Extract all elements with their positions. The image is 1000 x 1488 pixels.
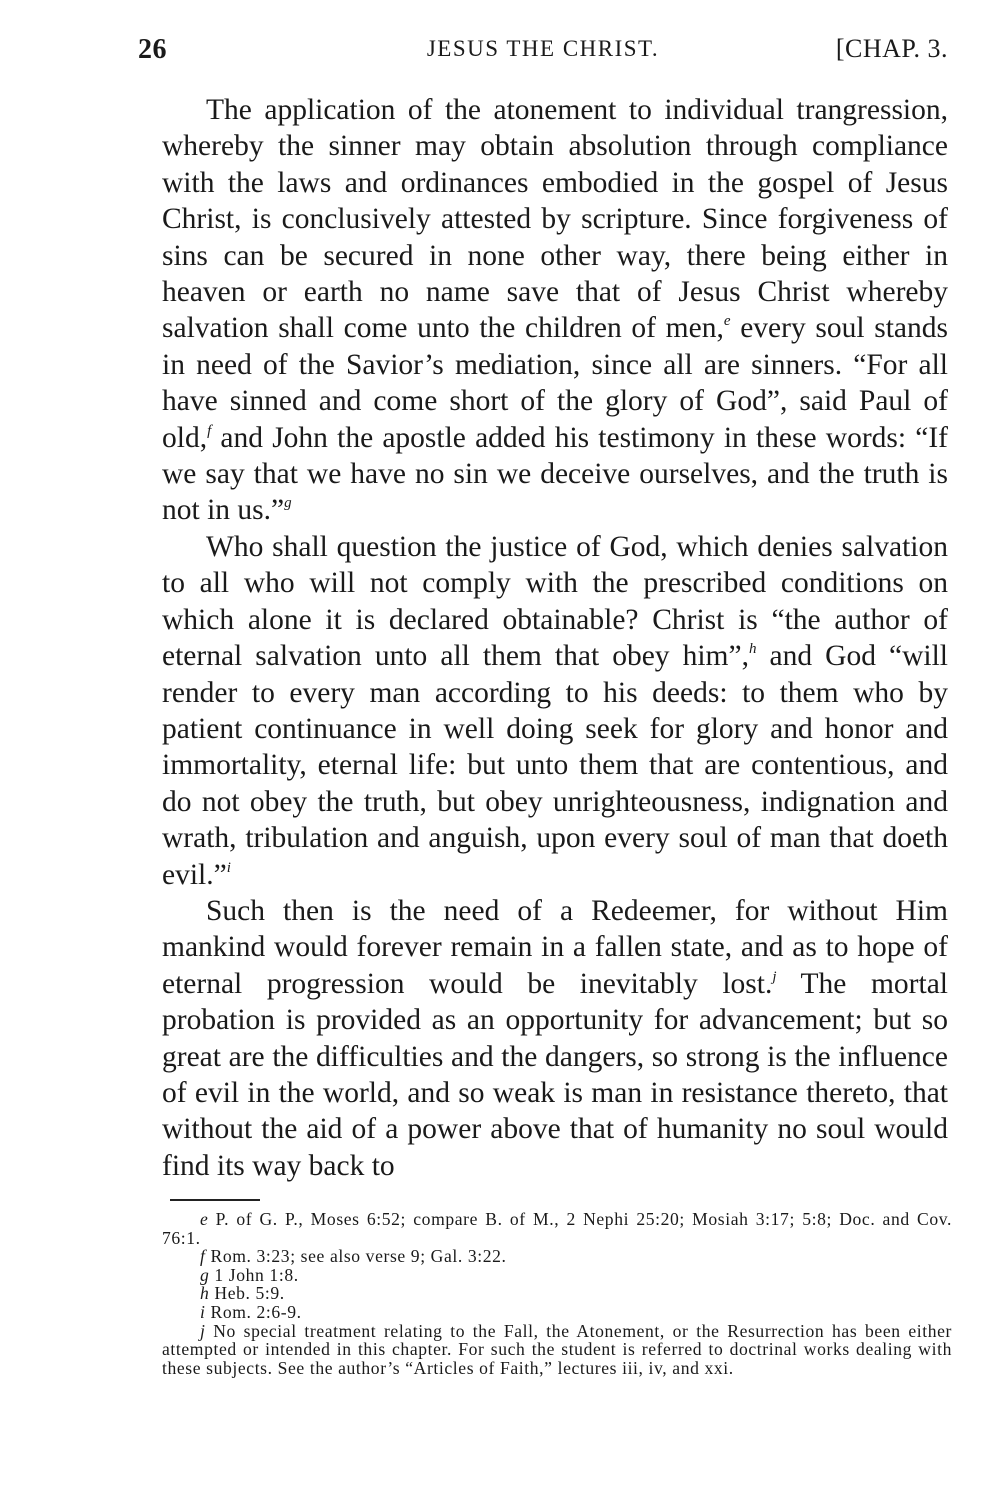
paragraph-2 bbox=[162, 529, 948, 893]
footnotes bbox=[162, 1210, 952, 1377]
footnote-text: P. of G. P., Moses 6:52; compare B. of M., 2 Nephi 25:20; Mosiah 3:17; 5:8; Doc. and Cov. 76:1. bbox=[162, 1209, 952, 1248]
footnote-marker: h bbox=[200, 1283, 210, 1304]
paragraph-text: Such then is the need of a Redeemer, for without Him mankind would forever remain in a fallen state, and as to hope of eternal progression would be inevitably lost. bbox=[162, 894, 948, 1000]
footnote-text: Rom. 3:23; see also verse 9; Gal. 3:22. bbox=[205, 1246, 507, 1267]
footnote-i bbox=[162, 1303, 952, 1322]
footnote-g bbox=[162, 1266, 952, 1285]
footnote-marker: f bbox=[200, 1246, 206, 1267]
footnote-ref-j: j bbox=[772, 968, 777, 985]
paragraph-text: and God “will render to every man according to his deeds: to them who by patient continuance in well doing seek for glory and honor and immortality, eternal life: but unto them that are contentious, and do not obey the truth, but obey unrighteousness, indignation and wrath, tribulation and anguish, upon every soul of man that doeth evil.” bbox=[162, 640, 949, 891]
paragraph-text: The application of the atonement to individual trangression, whereby the sinner may obtain absolution through compliance with the laws and ordinances embodied in the gospel of Jesus Christ, is conclusively attested by scripture. Since forgiveness of sins can be secured in none other way, there being either in heaven or earth no name save that of Jesus Christ whereby salvation shall come unto the children of men, bbox=[162, 94, 948, 345]
footnote-marker: e bbox=[200, 1209, 209, 1229]
chapter-label: [CHAP. 3. bbox=[835, 34, 948, 63]
footnote-ref-e: e bbox=[723, 313, 731, 330]
footnote-divider bbox=[170, 1199, 260, 1201]
footnote-ref-h: h bbox=[748, 641, 757, 658]
footnote-text: Rom. 2:6-9. bbox=[205, 1301, 302, 1322]
paragraph-1 bbox=[162, 92, 948, 529]
footnote-j bbox=[162, 1322, 952, 1378]
paragraph-text: The mortal probation is provided as an opportunity for advancement; but so great are the difficulties and the dangers, so strong is the influence of evil in the world, and so weak is man in resistance thereto, that without the aid of a power above that of humanity no soul would find its way back to bbox=[162, 967, 948, 1182]
footnote-text: 1 John 1:8. bbox=[209, 1264, 299, 1285]
footnote-text: Heb. 5:9. bbox=[209, 1283, 285, 1304]
running-title: JESUS THE CHRIST. bbox=[426, 36, 660, 61]
footnote-text: No special treatment relating to the Fall, the Atonement, or the Resurrection has been either attempted or intended in this chapter. For such the student is referred to doctrinal works dealing with these subjects. See the author’s “Articles of Faith,” lectures iii, iv, and xxi. bbox=[162, 1320, 952, 1378]
paragraph-3 bbox=[162, 893, 948, 1184]
footnote-f bbox=[162, 1247, 952, 1266]
footnote-marker: g bbox=[200, 1264, 210, 1285]
paragraph-text: Who shall question the justice of God, which denies salvation to all who will not comply with the prescribed conditions on which alone it is declared obtainable? Christ is “the author of eternal salvation unto all them that obey him”, bbox=[162, 530, 948, 673]
footnote-marker: j bbox=[200, 1320, 206, 1341]
footnote-ref-f: f bbox=[207, 422, 212, 439]
paragraph-text: every soul stands in need of the Savior’s mediation, since all are sinners. “For all have sinned and come short of the glory of God”, said Paul of old, bbox=[162, 312, 949, 454]
footnote-ref-g: g bbox=[284, 495, 292, 512]
body-text bbox=[162, 92, 948, 1184]
running-header bbox=[138, 30, 948, 74]
footnote-e bbox=[162, 1210, 952, 1247]
page-number: 26 bbox=[138, 34, 167, 65]
footnote-h bbox=[162, 1284, 952, 1303]
paragraph-text: and John the apostle added his testimony in these words: “If we say that we have no sin we deceive ourselves, and the truth is not in us.” bbox=[162, 421, 948, 527]
footnote-marker: i bbox=[200, 1301, 206, 1322]
footnote-ref-i: i bbox=[226, 859, 231, 876]
